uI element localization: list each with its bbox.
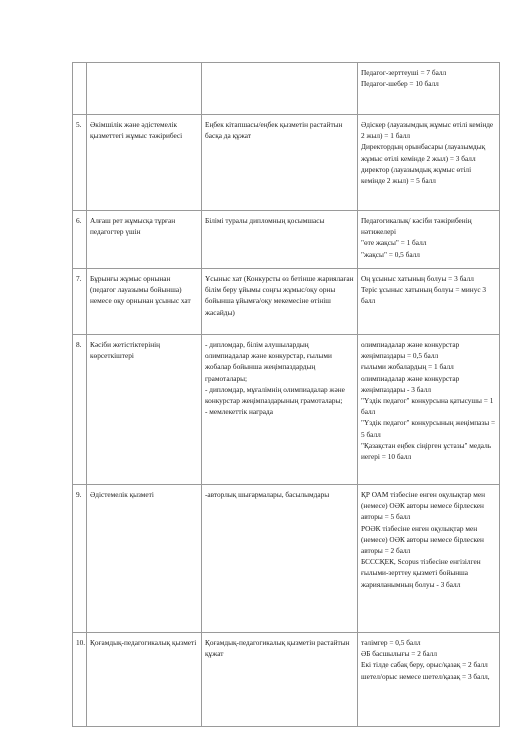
points-cell: олимпиадалар және конкурстар жеңімпаздары = 0,5 балл ғылыми жобалардың = 1 балл олимпиадалар және конкурстар жеңімпаздары - 3 балл "Үздік педагог" конкурсына қатысушы = 1 балл "Үздік педагог" конкурсының жеңімпазы = 5 балл "Қазақстан еңбек сіңірген ұстазы" медаль иегері = 10 балл: [358, 335, 500, 485]
table-row: [73, 211, 500, 269]
table-row: [73, 269, 500, 335]
document-cell: -авторлық шығармалары, басылымдары: [202, 485, 358, 633]
table-row: [73, 63, 500, 115]
points-cell: Оң ұсыныс хатының болуы = 3 балл Теріс ұсыныс хатының болуы = минус 3 балл: [358, 269, 500, 335]
criterion-cell: Қоғамдық-педагогикалық қызметі: [87, 633, 202, 727]
row-number: 9.: [73, 485, 87, 633]
criterion-cell: Әдістемелік қызметі: [87, 485, 202, 633]
document-cell: Қоғамдық-педагогикалық қызметін растайтын құжат: [202, 633, 358, 727]
points-cell: Педагогикалық/ кәсіби тәжірибенің нәтижелері "өте жақсы" = 1 балл "жақсы" = 0,5 балл: [358, 211, 500, 269]
document-cell: - дипломдар, білім алушылардың олимпиадалар және конкурстар, ғылыми жобалар бойынша жеңімпаздардың грамоталары; - дипломдар, мұғалімнің олимпиадалар және конкурстар жеңімпаздарының грамоталары; - мемлекеттік награда: [202, 335, 358, 485]
points-cell: тәлімгер = 0,5 балл ӘБ басшылығы = 2 балл Екі тілде сабақ беру, орыс/қазақ = 2 балл шетел/орыс немесе шетел/қазақ = 3 балл,: [358, 633, 500, 727]
document-cell: Ұсыныс хат (Конкурсты өз бетінше жариялаған білім беру ұйымы соңғы жұмыс/оқу орны бойынша ұйымға/оқу мекемесіне өтініш жасайды): [202, 269, 358, 335]
row-number: 10.: [73, 633, 87, 727]
criteria-table: [72, 62, 500, 727]
criterion-cell: Әкімшілік және әдістемелік қызметтегі жұмыс тәжірибесі: [87, 115, 202, 211]
points-cell: Әдіскер (лауазымдық жұмыс өтілі кемінде 2 жыл) = 1 балл Директордың орынбасары (лауазымдық жұмыс өтілі кемінде 2 жыл) = 3 балл директор (лауазымдық жұмыс өтілі кемінде 2 жыл) = 5 балл: [358, 115, 500, 211]
row-number: 6.: [73, 211, 87, 269]
row-number: 5.: [73, 115, 87, 211]
criterion-cell: Алғаш рет жұмысқа тұрған педагогтер үшін: [87, 211, 202, 269]
criterion-cell: [87, 63, 202, 115]
document-cell: Еңбек кітапшасы/еңбек қызметін растайтын басқа да құжат: [202, 115, 358, 211]
points-cell: ҚР ОАМ тізбесіне енген оқулықтар мен (немесе) ОӘК авторы немесе бірлескен авторы = 5 балл РОӘК тізбесіне енген оқулықтар мен (немесе) ОӘК авторы немесе бірлескен авторы = 2 балл БСССҚЕК, Scopus тізбесіне енгізілген ғылыми-зерттеу қызметі бойынша жарияланымның болуы - 3 балл: [358, 485, 500, 633]
table-row: [73, 335, 500, 485]
row-number: [73, 63, 87, 115]
table-row: [73, 485, 500, 633]
criterion-cell: Кәсіби жетістіктерінің көрсеткіштері: [87, 335, 202, 485]
points-cell: Педагог-зерттеуші = 7 балл Педагог-шебер = 10 балл: [358, 63, 500, 115]
document-cell: Білімі туралы дипломның қосымшасы: [202, 211, 358, 269]
document-cell: [202, 63, 358, 115]
row-number: 8.: [73, 335, 87, 485]
row-number: 7.: [73, 269, 87, 335]
criterion-cell: Бұрынғы жұмыс орнынан (педагог лауазымы бойынша) немесе оқу орнынан ұсыныс хат: [87, 269, 202, 335]
table-row: [73, 633, 500, 727]
table-row: [73, 115, 500, 211]
